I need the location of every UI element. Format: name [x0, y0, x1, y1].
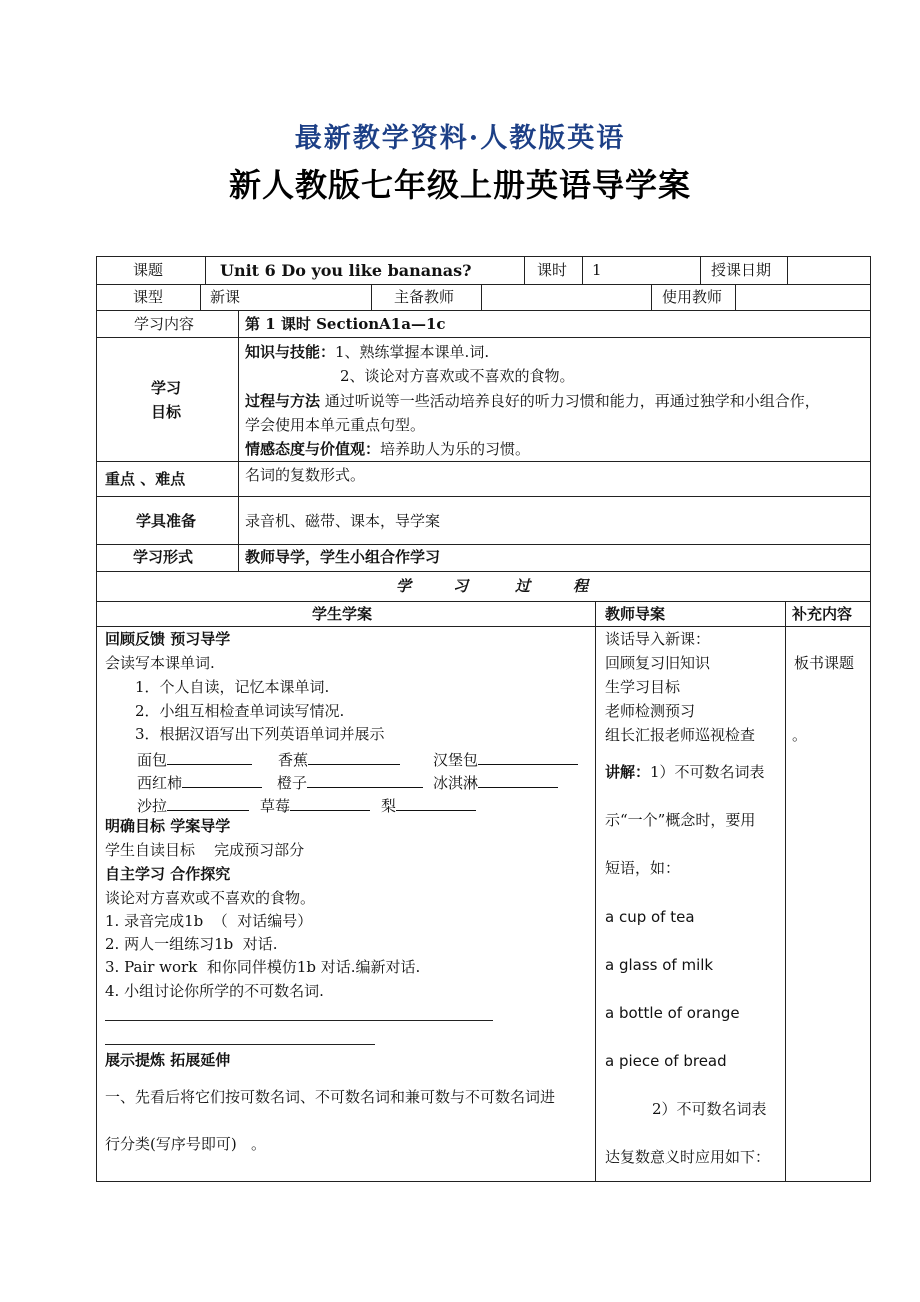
word-bread-label: 面包 — [137, 751, 168, 769]
teacher-line-14: 达复数意义时应用如下： — [605, 1148, 771, 1166]
emotion-text: 培养助人为乐的习惯。 — [380, 440, 531, 458]
period-label: 课时 — [537, 261, 568, 279]
topic-value: Unit 6 Do you like bananas? — [220, 261, 472, 280]
word-strawberry — [260, 796, 370, 814]
teacher-line-8: 短语，如： — [605, 859, 681, 877]
s2-text: 学生自读目标 完成预习部分 — [105, 841, 305, 859]
s2-head: 明确目标 学案导学 — [105, 817, 231, 835]
answer-line-1[interactable] — [105, 1020, 493, 1021]
teacher-line-3: 生学习目标 — [605, 678, 681, 696]
blank-banana[interactable] — [308, 750, 400, 765]
s4-text-2: 行分类(写序号即可) 。 — [105, 1135, 267, 1153]
teacher-line-5: 组长汇报老师巡视检查 — [605, 726, 756, 744]
type-value: 新课 — [210, 288, 241, 306]
teacher-line-4: 老师检测预习 — [605, 702, 696, 720]
emotion-line — [245, 442, 530, 457]
s3-head: 自主学习 合作探究 — [105, 865, 231, 883]
word-icecream — [433, 773, 558, 791]
process-title-4: 程 — [573, 577, 589, 595]
s1-item-1: 1．个人自读，记忆本课单词. — [135, 678, 330, 696]
type-label: 课型 — [133, 288, 164, 306]
process-head: 过程与方法 — [245, 392, 321, 410]
word-tomato — [137, 773, 262, 791]
process-text-2: 学会使用本单元重点句型。 — [245, 416, 426, 434]
s3-item-1: 1. 录音完成1b （ 对话编号） — [105, 912, 313, 930]
word-hamburger — [433, 750, 578, 768]
tools-value: 录音机、磁带、课本，导学案 — [245, 512, 441, 530]
emotion-head: 情感态度与价值观： — [245, 440, 381, 458]
word-pear-label: 梨 — [381, 797, 397, 815]
word-bread — [137, 750, 252, 768]
knowledge-2: 2、谈论对方喜欢或不喜欢的食物。 — [340, 367, 575, 385]
blank-tomato[interactable] — [182, 773, 262, 788]
s4-head: 展示提炼 拓展延伸 — [105, 1051, 231, 1069]
teacher-line-9: a cup of tea — [605, 908, 695, 926]
teacher-line-1: 谈话导入新课： — [605, 630, 711, 648]
s3-item-4: 4. 小组讨论你所学的不可数名词. — [105, 982, 324, 1000]
process-title-3: 过 — [515, 577, 531, 595]
process-text-1: 通过听说等一些活动培养良好的听力习惯和能力，再通过独学和小组合作， — [320, 392, 820, 410]
tools-label: 学具准备 — [136, 512, 197, 530]
extra-line-1: 板书课题 — [794, 654, 855, 672]
col-extra-header: 补充内容 — [792, 605, 853, 623]
page-title: 新人教版七年级上册英语导学案 — [228, 166, 691, 204]
word-banana — [278, 750, 400, 768]
word-orange — [277, 773, 423, 791]
s3-intro: 谈论对方喜欢或不喜欢的食物。 — [105, 889, 316, 907]
form-label: 学习形式 — [133, 548, 194, 566]
teacher-line-10: a glass of milk — [605, 956, 714, 974]
key-points-value: 名词的复数形式。 — [245, 466, 366, 484]
teacher-explain-1: 1）不可数名词表 — [650, 763, 765, 781]
word-strawberry-label: 草莓 — [260, 797, 291, 815]
blank-bread[interactable] — [167, 750, 252, 765]
teacher-explain-head: 讲解： — [605, 763, 651, 781]
word-banana-label: 香蕉 — [278, 751, 309, 769]
s1-item-3: 3．根据汉语写出下列英语单词并展示 — [135, 725, 385, 743]
word-tomato-label: 西红柿 — [137, 774, 183, 792]
teacher-line-12: a piece of bread — [605, 1052, 727, 1070]
date-label: 授课日期 — [711, 261, 772, 279]
blank-icecream[interactable] — [478, 773, 558, 788]
blank-pear[interactable] — [396, 796, 476, 811]
s3-item-2: 2. 两人一组练习1b 对话. — [105, 935, 278, 953]
content-value: 第 1 课时 SectionA1a—1c — [245, 315, 446, 333]
form-value: 教师导学，学生小组合作学习 — [245, 548, 441, 566]
blank-hamburger[interactable] — [478, 750, 578, 765]
word-icecream-label: 冰淇淋 — [433, 774, 479, 792]
teacher-line-11: a bottle of orange — [605, 1004, 740, 1022]
s1-item-2: 2．小组互相检查单词读写情况. — [135, 702, 345, 720]
blank-salad[interactable] — [167, 796, 249, 811]
word-hamburger-label: 汉堡包 — [433, 751, 479, 769]
process-title-1: 学 — [396, 577, 412, 595]
word-pear — [381, 796, 476, 814]
s3-item-3: 3. Pair work 和你同伴模仿1b 对话.编新对话. — [105, 958, 421, 976]
word-orange-label: 橙子 — [277, 774, 308, 792]
knowledge-head: 知识与技能： — [245, 343, 336, 361]
user-teacher-label: 使用教师 — [662, 288, 723, 306]
s1-intro: 会读写本课单词. — [105, 654, 215, 672]
s4-text-1: 一、先看后将它们按可数名词、不可数名词和兼可数与不可数名词进 — [105, 1088, 556, 1106]
blank-orange[interactable] — [307, 773, 423, 788]
word-salad — [137, 796, 249, 814]
process-title-2: 习 — [453, 577, 469, 595]
topic-label: 课题 — [133, 261, 164, 279]
col-teacher-header: 教师导案 — [605, 605, 666, 623]
teacher-line-2: 回顾复习旧知识 — [605, 654, 711, 672]
process-line-1 — [245, 394, 820, 409]
answer-line-2[interactable] — [105, 1044, 375, 1045]
blank-strawberry[interactable] — [290, 796, 370, 811]
content-label: 学习内容 — [134, 315, 195, 333]
teacher-line-13: 2）不可数名词表 — [652, 1100, 767, 1118]
key-points-label: 重点 、难点 — [105, 470, 186, 488]
banner-title: 最新教学资料·人教版英语 — [294, 123, 626, 154]
knowledge-line-1 — [245, 345, 489, 360]
s1-head: 回顾反馈 预习导学 — [105, 630, 231, 648]
period-value: 1 — [592, 261, 602, 279]
col-student-header: 学生学案 — [312, 605, 373, 623]
word-salad-label: 沙拉 — [137, 797, 168, 815]
teacher-line-7: 示“一个”概念时，要用 — [605, 811, 756, 829]
objectives-label-1: 学习 — [151, 379, 182, 397]
objectives-label-2: 目标 — [151, 403, 182, 421]
extra-line-2: 。 — [792, 726, 808, 744]
lead-teacher-label: 主备教师 — [394, 288, 455, 306]
knowledge-1: 1、熟练掌握本课单.词. — [335, 343, 490, 361]
teacher-line-6 — [605, 765, 765, 780]
